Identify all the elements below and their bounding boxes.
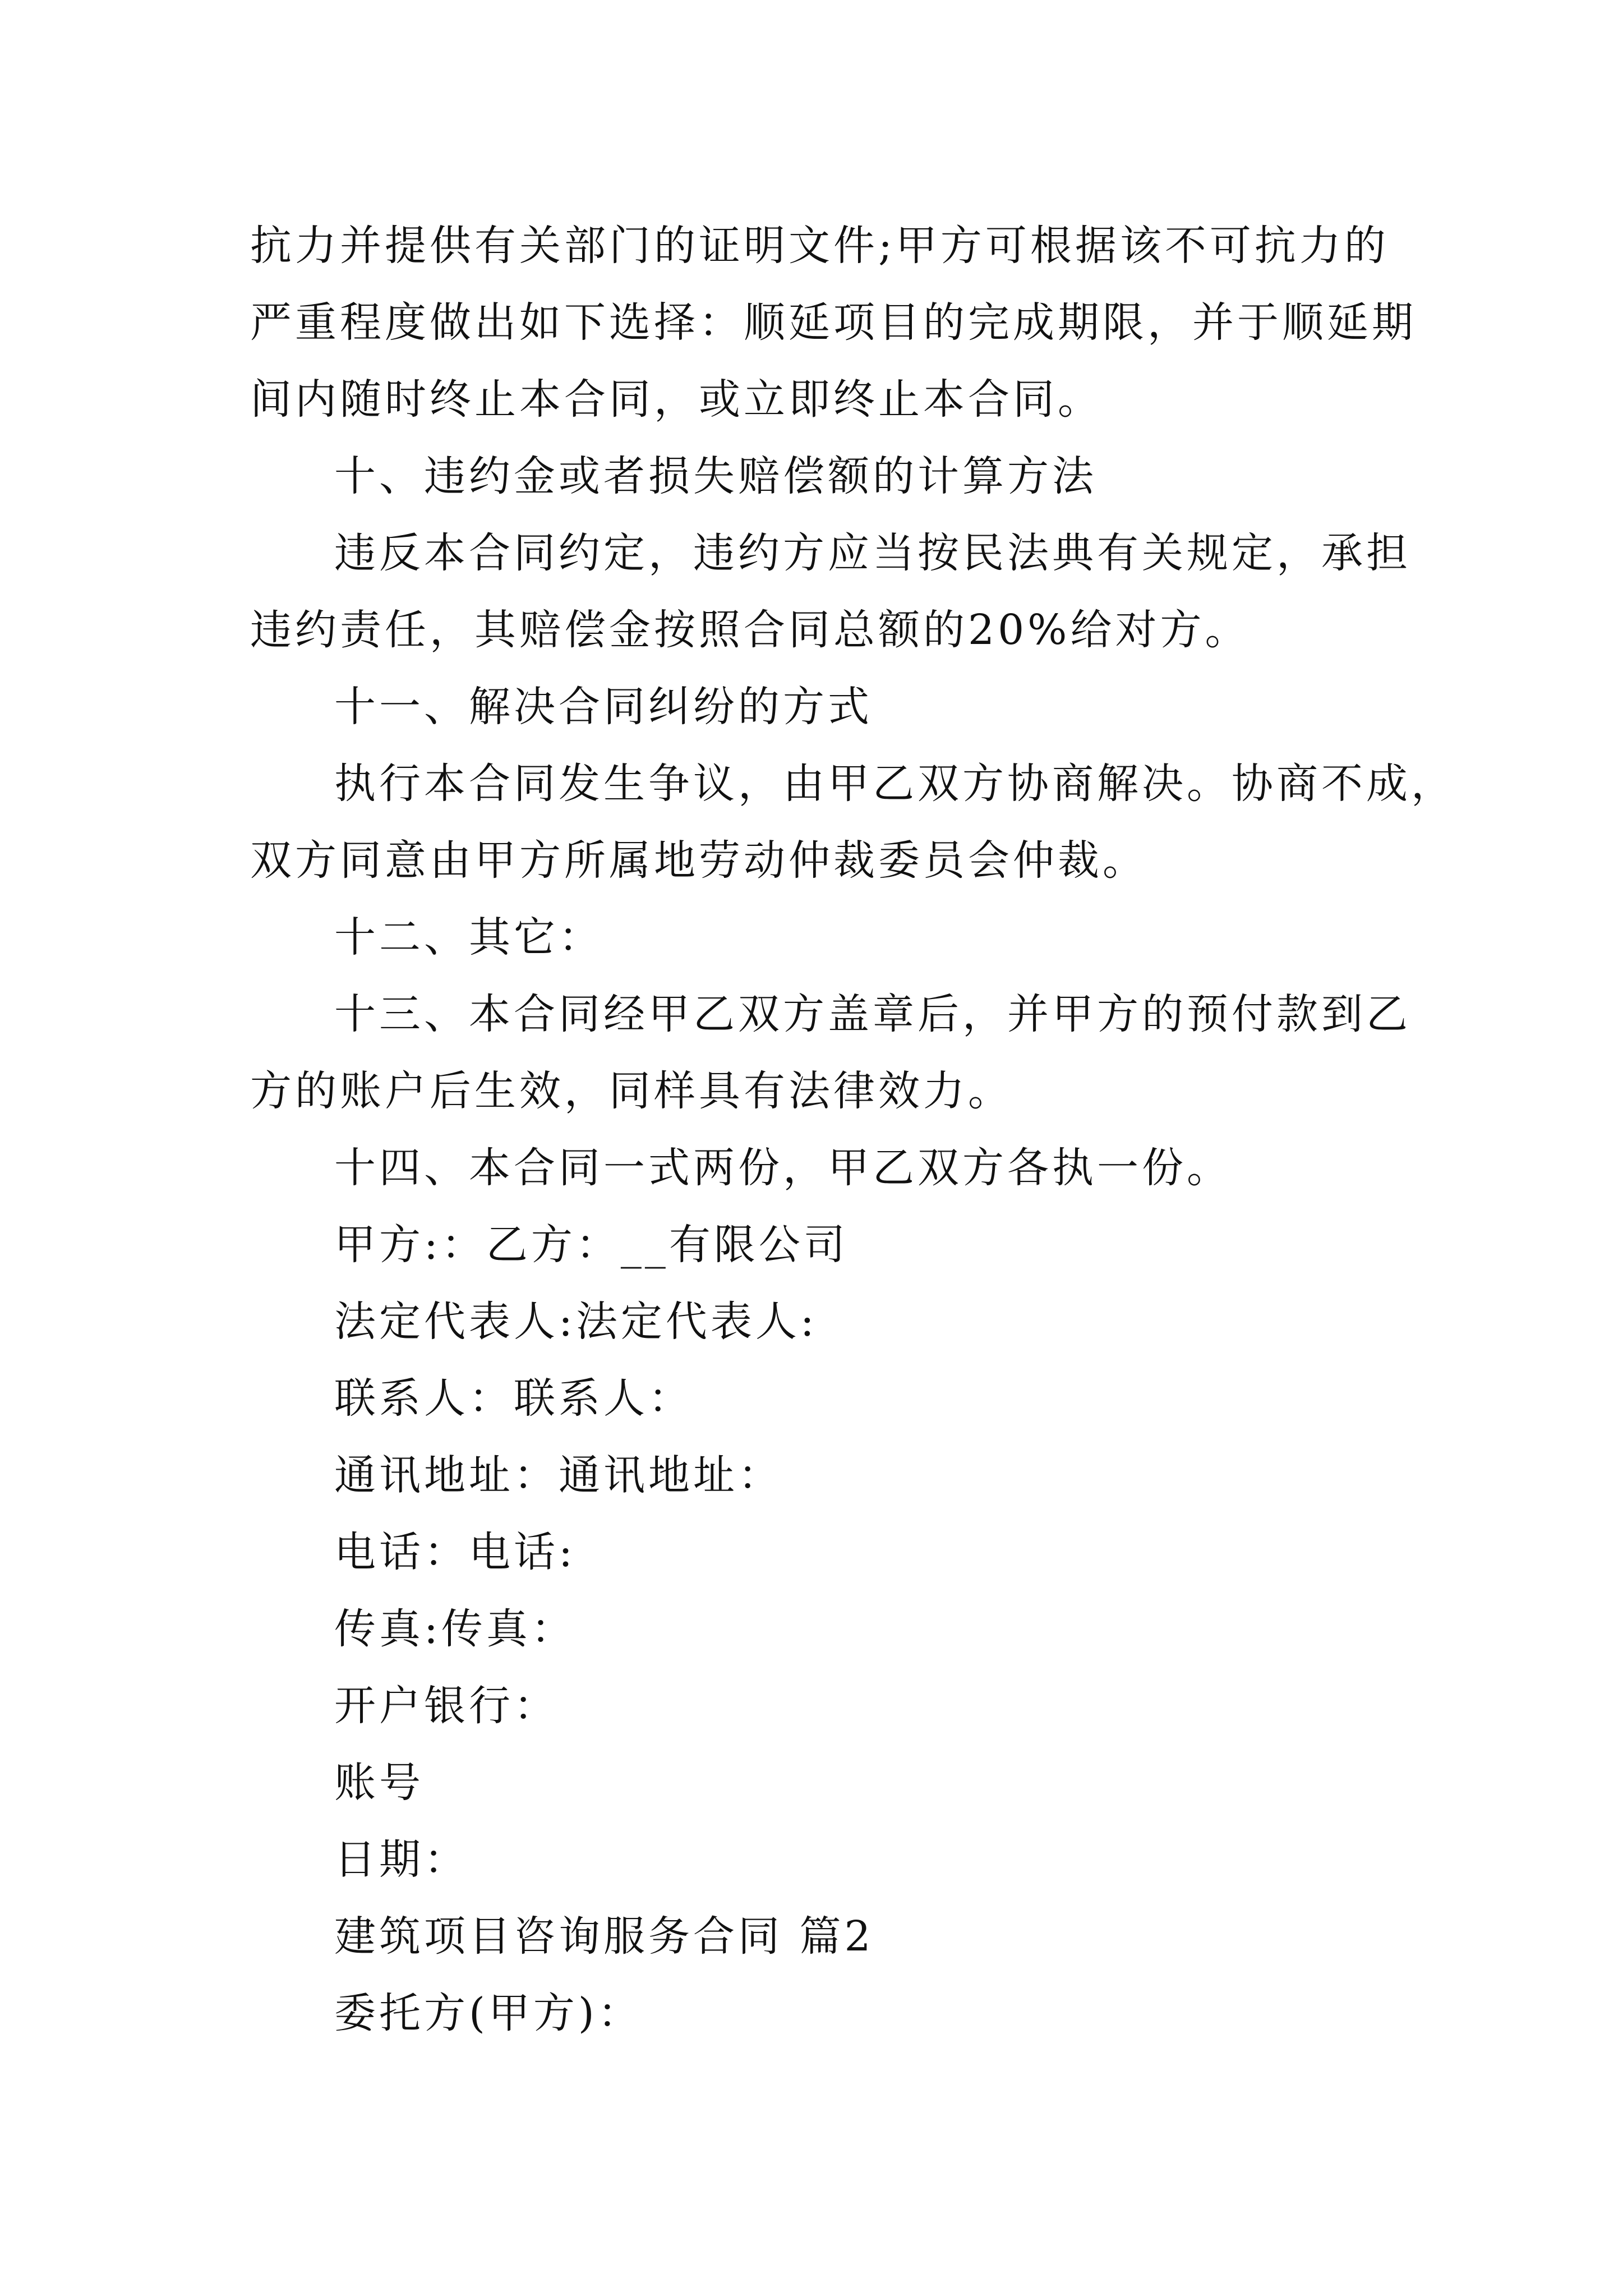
contact-person-line: 联系人：联系人： xyxy=(334,1374,693,1423)
text-line: 方的账户后生效，同样具有法律效力。 xyxy=(250,1067,1013,1115)
client-party-line: 委托方(甲方)： xyxy=(334,1989,643,2037)
address-line: 通讯地址：通讯地址： xyxy=(334,1451,783,1499)
text-line: 违反本合同约定，违约方应当按民法典有关规定，承担 xyxy=(334,529,1411,577)
document-body xyxy=(250,208,1456,2052)
text-line: 间内随时终止本合同，或立即终止本合同。 xyxy=(250,375,1103,424)
signature-party-line: 甲方:：乙方：__有限公司 xyxy=(334,1221,849,1269)
text-line: 双方同意由甲方所属地劳动仲裁委员会仲裁。 xyxy=(250,836,1147,885)
text-line: 严重程度做出如下选择：顺延项目的完成期限，并于顺延期 xyxy=(250,298,1417,347)
bank-line: 开户银行： xyxy=(334,1682,559,1730)
text-line: 十四、本合同一式两份，甲乙双方各执一份。 xyxy=(334,1144,1232,1192)
section-heading: 十一、解决合同纠纷的方式 xyxy=(334,683,873,731)
account-line: 账号 xyxy=(334,1759,424,1807)
section-heading: 十二、其它： xyxy=(334,913,603,961)
text-line: 违约责任，其赔偿金按照合同总额的20%给对方。 xyxy=(250,606,1250,654)
text-line: 抗力并提供有关部门的证明文件;甲方可根据该不可抗力的 xyxy=(250,222,1389,270)
phone-line: 电话：电话: xyxy=(334,1528,576,1576)
fax-line: 传真:传真： xyxy=(334,1605,576,1653)
date-line: 日期： xyxy=(334,1835,469,1884)
text-line: 执行本合同发生争议，由甲乙双方协商解决。协商不成， xyxy=(334,760,1456,808)
legal-representative-line: 法定代表人:法定代表人: xyxy=(334,1297,818,1346)
section-heading: 十、违约金或者损失赔偿额的计算方法 xyxy=(334,452,1097,500)
contract-title: 建筑项目咨询服务合同 篇2 xyxy=(334,1912,874,1961)
text-line: 十三、本合同经甲乙双方盖章后，并甲方的预付款到乙 xyxy=(334,990,1411,1038)
